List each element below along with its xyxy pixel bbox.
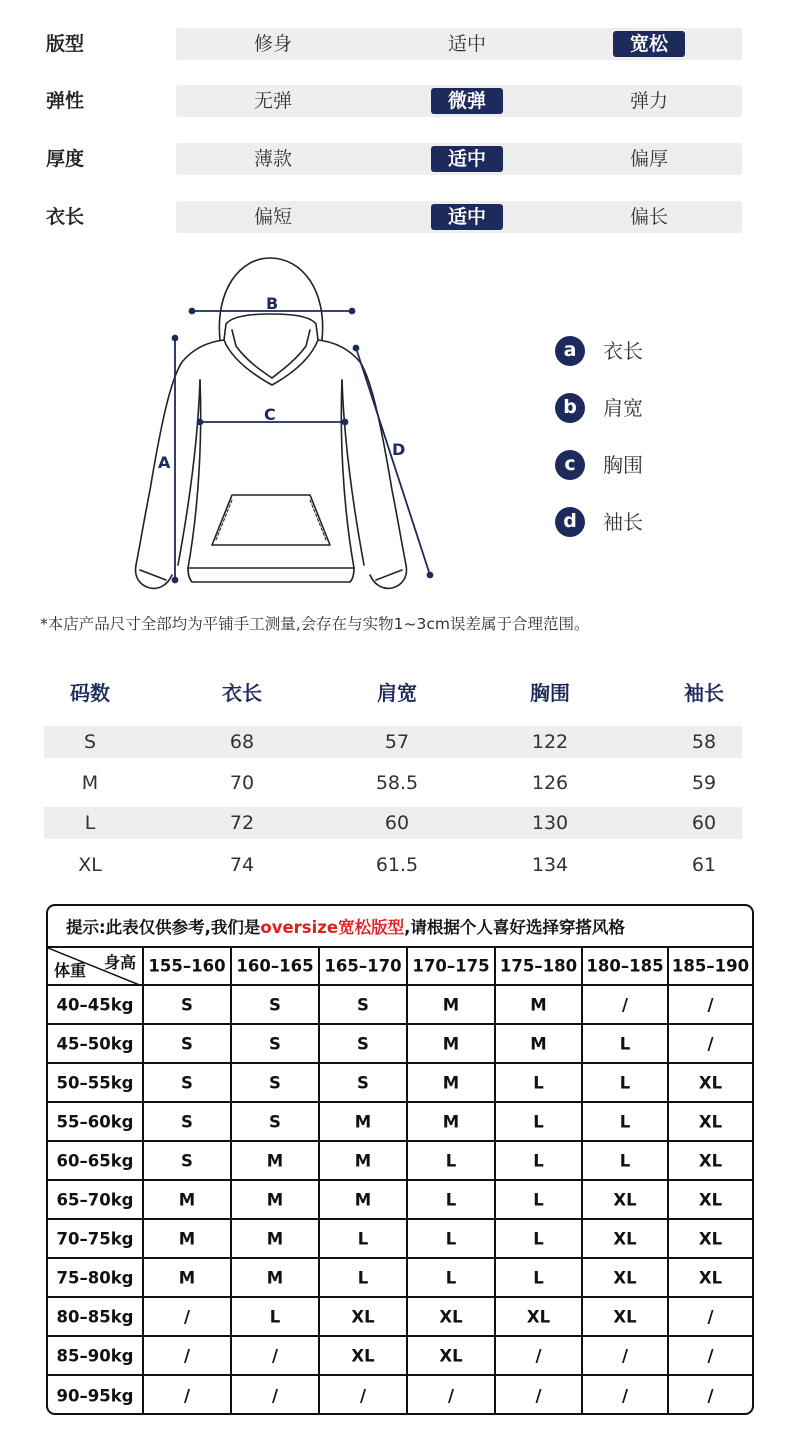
size-cell — [408, 986, 496, 1023]
size-text: L — [533, 1268, 544, 1287]
weight-range-text: 80–85kg — [56, 1307, 134, 1326]
size-text: L — [357, 1229, 369, 1248]
size-table-cell: 126 — [531, 772, 569, 794]
size-text: M — [266, 1229, 284, 1248]
weight-range-cell — [48, 1220, 144, 1257]
size-cell — [144, 1025, 232, 1062]
height-range-text: 170–175 — [412, 956, 490, 976]
attribute-option: 无弹 — [253, 90, 292, 112]
weight-range-cell — [48, 1142, 144, 1179]
weight-range-cell — [48, 1064, 144, 1101]
size-cell — [496, 1103, 583, 1140]
attribute-label: 版型 — [46, 33, 85, 55]
size-text: / — [707, 1034, 714, 1053]
size-text: XL — [351, 1307, 375, 1326]
attribute-option-selected: 微弹 — [431, 88, 503, 114]
weight-range-text: 85–90kg — [56, 1346, 134, 1365]
attribute-label: 厚度 — [46, 148, 85, 170]
weight-range-cell — [48, 1337, 144, 1374]
size-text: / — [271, 1386, 279, 1405]
size-cell — [232, 986, 320, 1023]
attribute-options-bar — [176, 143, 742, 175]
size-cell — [232, 1298, 320, 1335]
size-table-cell: 59 — [691, 772, 717, 794]
size-text: S — [269, 1112, 281, 1131]
size-table-cell: 58 — [691, 731, 717, 753]
size-text: XL — [351, 1346, 375, 1365]
legend-item — [555, 391, 755, 423]
size-text: M — [442, 995, 460, 1014]
height-range-header — [669, 948, 752, 984]
size-text: M — [530, 1034, 547, 1053]
size-text: S — [357, 1073, 369, 1092]
size-table-row — [44, 807, 742, 839]
height-range-text: 160–165 — [236, 956, 314, 976]
size-table-header-cell: 胸围 — [530, 681, 570, 705]
size-cell — [408, 1376, 496, 1415]
size-cell — [144, 1181, 232, 1218]
size-text: XL — [698, 1073, 723, 1092]
size-text: XL — [698, 1229, 723, 1248]
size-text: M — [354, 1112, 372, 1131]
size-text: / — [271, 1346, 279, 1365]
size-cell — [496, 1025, 583, 1062]
size-text: L — [357, 1268, 369, 1287]
weight-range-cell — [48, 986, 144, 1023]
size-cell — [669, 1142, 752, 1179]
size-text: M — [442, 1112, 460, 1131]
size-text: S — [269, 1073, 281, 1092]
size-cell — [669, 1025, 752, 1062]
height-range-text: 180–185 — [586, 956, 664, 976]
size-cell — [583, 1181, 669, 1218]
size-cell — [496, 1142, 583, 1179]
attribute-label: 衣长 — [46, 206, 85, 228]
weight-range-cell — [48, 1181, 144, 1218]
size-cell — [496, 1181, 583, 1218]
size-text: L — [619, 1073, 631, 1092]
size-cell — [496, 1064, 583, 1101]
measurement-note: *本店产品尺寸全部均为平铺手工测量,会存在与实物1~3cm误差属于合理范围。 — [40, 615, 590, 633]
attribute-option: 弹力 — [629, 90, 668, 112]
size-text: XL — [439, 1346, 463, 1365]
size-cell — [232, 1220, 320, 1257]
size-cell — [496, 1220, 583, 1257]
size-table-cell: 70 — [229, 772, 255, 794]
legend-text: 衣长 — [603, 339, 643, 363]
size-cell — [583, 1376, 669, 1415]
size-text: L — [619, 1034, 631, 1053]
size-cell — [496, 1376, 583, 1415]
size-cell — [408, 1337, 496, 1374]
size-table-header-cell: 码数 — [70, 681, 110, 705]
size-cell — [408, 1064, 496, 1101]
size-table-header — [44, 672, 742, 714]
legend-letter-badge: c — [555, 450, 585, 480]
recommendation-row — [48, 1376, 752, 1415]
size-cell — [144, 1259, 232, 1296]
label-d: D — [392, 440, 406, 459]
legend-item — [555, 448, 755, 480]
height-range-text: 185–190 — [671, 956, 750, 976]
weight-range-text: 55–60kg — [56, 1112, 134, 1131]
size-table-row — [44, 767, 742, 799]
size-text: / — [707, 1346, 714, 1365]
size-recommendation-table — [46, 904, 754, 1415]
size-text: S — [181, 995, 193, 1014]
size-table-cell: 130 — [531, 812, 569, 834]
attribute-label: 弹性 — [46, 90, 85, 112]
size-text: XL — [613, 1190, 637, 1209]
height-range-header — [144, 948, 232, 984]
legend-letter-badge: d — [555, 507, 585, 537]
size-text: / — [183, 1307, 191, 1326]
size-text: M — [178, 1229, 196, 1248]
size-cell — [669, 1064, 752, 1101]
attribute-option-selected: 适中 — [431, 146, 503, 172]
weight-range-text: 45–50kg — [56, 1034, 134, 1053]
size-text: / — [535, 1346, 542, 1365]
attribute-option-selected: 适中 — [431, 204, 503, 230]
size-text: L — [533, 1229, 544, 1248]
recommendation-tip — [48, 906, 752, 948]
size-text: M — [266, 1151, 284, 1170]
size-table-row — [44, 849, 742, 881]
size-cell — [583, 1142, 669, 1179]
size-cell — [583, 1259, 669, 1296]
corner-cell — [48, 948, 144, 984]
size-text: S — [181, 1034, 193, 1053]
size-text: M — [266, 1268, 284, 1287]
size-cell — [669, 1220, 752, 1257]
legend-text: 肩宽 — [603, 396, 643, 420]
size-text: L — [533, 1112, 544, 1131]
weight-range-cell — [48, 1298, 144, 1335]
legend-text: 胸围 — [603, 453, 643, 477]
size-cell — [232, 1064, 320, 1101]
tip-prefix: 提示:此表仅供参考,我们是 — [66, 918, 261, 937]
legend-letter-badge: a — [555, 336, 585, 366]
attribute-row — [0, 201, 800, 233]
attribute-options-bar — [176, 201, 742, 233]
attribute-option: 偏长 — [629, 206, 668, 228]
size-cell — [232, 1259, 320, 1296]
size-text: XL — [613, 1229, 637, 1248]
size-text: L — [533, 1190, 544, 1209]
corner-height-label: 身高 — [103, 953, 136, 972]
size-text: M — [266, 1190, 284, 1209]
size-text: L — [445, 1229, 457, 1248]
recommendation-row — [48, 1025, 752, 1064]
size-text: / — [621, 995, 629, 1014]
height-range-text: 155–160 — [148, 956, 226, 976]
size-cell — [232, 1025, 320, 1062]
size-cell — [496, 1298, 583, 1335]
size-text: L — [533, 1073, 544, 1092]
size-table-cell: 58.5 — [375, 772, 419, 794]
size-text: S — [357, 995, 369, 1014]
size-table-cell: 60 — [384, 812, 410, 834]
size-cell — [232, 1181, 320, 1218]
size-cell — [320, 1064, 408, 1101]
size-cell — [669, 1259, 752, 1296]
size-table-cell: 61 — [691, 854, 717, 876]
attribute-options-bar — [176, 28, 742, 60]
size-table-cell: S — [83, 731, 97, 753]
size-cell — [496, 1337, 583, 1374]
height-range-text: 175–180 — [499, 956, 578, 976]
size-cell — [669, 1337, 752, 1374]
height-range-header — [408, 948, 496, 984]
height-range-header — [320, 948, 408, 984]
size-text: XL — [698, 1268, 723, 1287]
size-table-cell: 72 — [229, 812, 255, 834]
size-table-cell: 74 — [229, 854, 255, 876]
size-table-cell: 60 — [691, 812, 717, 834]
size-cell — [583, 986, 669, 1023]
size-cell — [408, 1103, 496, 1140]
size-cell — [232, 1142, 320, 1179]
size-table-header-cell: 衣长 — [222, 681, 262, 705]
size-cell — [669, 1181, 752, 1218]
size-cell — [144, 1142, 232, 1179]
attribute-option: 适中 — [447, 33, 486, 55]
weight-range-cell — [48, 1376, 144, 1415]
size-cell — [669, 986, 752, 1023]
corner-weight-label: 体重 — [54, 961, 87, 980]
recommendation-row — [48, 1103, 752, 1142]
size-text: S — [181, 1151, 193, 1170]
size-cell — [408, 1220, 496, 1257]
size-text: S — [269, 1034, 281, 1053]
attribute-option: 薄款 — [253, 148, 292, 170]
attribute-options-bar — [176, 85, 742, 117]
size-table-cell: 122 — [531, 731, 569, 753]
size-text: S — [181, 1073, 193, 1092]
size-text: / — [707, 1386, 714, 1405]
size-table-cell: 57 — [384, 731, 410, 753]
size-text: L — [533, 1151, 544, 1170]
size-text: M — [530, 995, 547, 1014]
legend-item — [555, 505, 755, 537]
size-cell — [408, 1298, 496, 1335]
size-text: L — [445, 1268, 457, 1287]
size-text: / — [535, 1386, 542, 1405]
size-cell — [232, 1376, 320, 1415]
size-text: L — [619, 1112, 631, 1131]
hoodie-measurement-diagram — [120, 250, 450, 595]
size-cell — [144, 1376, 232, 1415]
size-cell — [669, 1103, 752, 1140]
size-text: M — [178, 1190, 196, 1209]
size-cell — [320, 1337, 408, 1374]
weight-range-cell — [48, 1025, 144, 1062]
size-cell — [320, 1103, 408, 1140]
size-text: XL — [613, 1268, 637, 1287]
recommendation-header-row — [48, 948, 752, 986]
size-cell — [408, 1025, 496, 1062]
attribute-option: 修身 — [253, 33, 292, 55]
size-table-header-cell: 袖长 — [684, 681, 724, 705]
size-cell — [320, 1220, 408, 1257]
height-range-text: 165–170 — [324, 956, 402, 976]
size-text: M — [354, 1190, 372, 1209]
size-cell — [669, 1298, 752, 1335]
size-cell — [408, 1259, 496, 1296]
size-text: L — [445, 1151, 457, 1170]
attribute-row — [0, 143, 800, 175]
size-text: / — [183, 1346, 191, 1365]
size-text: / — [707, 995, 714, 1014]
size-cell — [232, 1103, 320, 1140]
size-text: XL — [698, 1151, 723, 1170]
size-cell — [496, 986, 583, 1023]
attribute-row — [0, 85, 800, 117]
size-cell — [408, 1142, 496, 1179]
label-b: B — [266, 294, 279, 313]
size-text: S — [269, 995, 281, 1014]
legend-text: 袖长 — [603, 510, 643, 534]
size-table-header-cell: 肩宽 — [377, 681, 417, 705]
size-cell — [144, 1337, 232, 1374]
size-text: XL — [698, 1190, 723, 1209]
legend-letter-badge: b — [555, 393, 585, 423]
size-text: M — [178, 1268, 196, 1287]
size-text: XL — [439, 1307, 463, 1326]
recommendation-row — [48, 1337, 752, 1376]
size-text: L — [619, 1151, 631, 1170]
attribute-option: 偏厚 — [629, 148, 668, 170]
size-cell — [144, 1298, 232, 1335]
size-text: XL — [698, 1112, 723, 1131]
weight-range-text: 65–70kg — [56, 1190, 134, 1209]
recommendation-row — [48, 1259, 752, 1298]
height-range-header — [496, 948, 583, 984]
size-cell — [669, 1376, 752, 1415]
size-table-cell: 68 — [229, 731, 255, 753]
size-cell — [144, 1103, 232, 1140]
size-text: / — [621, 1346, 629, 1365]
size-cell — [320, 1181, 408, 1218]
label-a: A — [158, 453, 171, 472]
recommendation-row — [48, 1181, 752, 1220]
size-table-cell: M — [81, 772, 99, 794]
size-cell — [583, 1064, 669, 1101]
size-cell — [320, 1142, 408, 1179]
size-cell — [583, 1337, 669, 1374]
size-cell — [408, 1181, 496, 1218]
size-cell — [320, 1298, 408, 1335]
size-cell — [583, 1025, 669, 1062]
size-text: L — [445, 1190, 457, 1209]
recommendation-row — [48, 986, 752, 1025]
size-cell — [232, 1337, 320, 1374]
recommendation-row — [48, 1298, 752, 1337]
size-cell — [583, 1220, 669, 1257]
attribute-option: 偏短 — [253, 206, 292, 228]
weight-range-cell — [48, 1103, 144, 1140]
tip-highlight: oversize宽松版型 — [260, 918, 405, 937]
label-c: C — [264, 405, 276, 424]
size-text: XL — [613, 1307, 637, 1326]
weight-range-text: 70–75kg — [56, 1229, 134, 1248]
recommendation-row — [48, 1064, 752, 1103]
size-cell — [320, 1376, 408, 1415]
weight-range-text: 60–65kg — [56, 1151, 134, 1170]
size-text: / — [621, 1386, 629, 1405]
weight-range-text: 50–55kg — [56, 1073, 134, 1092]
legend-item — [555, 334, 755, 366]
size-text: XL — [526, 1307, 551, 1326]
size-cell — [320, 1025, 408, 1062]
weight-range-text: 40–45kg — [56, 995, 134, 1014]
size-cell — [583, 1103, 669, 1140]
size-text: / — [183, 1386, 191, 1405]
size-text: S — [181, 1112, 193, 1131]
size-text: / — [707, 1307, 714, 1326]
size-cell — [144, 986, 232, 1023]
size-text: M — [442, 1034, 460, 1053]
size-text: / — [359, 1386, 367, 1405]
size-table-row — [44, 726, 742, 758]
weight-range-text: 90–95kg — [56, 1386, 134, 1405]
tip-suffix: ,请根据个人喜好选择穿搭风格 — [404, 918, 625, 937]
size-table-cell: XL — [78, 854, 102, 876]
size-text: M — [354, 1151, 372, 1170]
size-text: L — [269, 1307, 281, 1326]
weight-range-text: 75–80kg — [56, 1268, 134, 1287]
size-table-cell: 61.5 — [375, 854, 419, 876]
weight-range-cell — [48, 1259, 144, 1296]
size-text: / — [447, 1386, 455, 1405]
size-cell — [144, 1220, 232, 1257]
size-cell — [496, 1259, 583, 1296]
size-cell — [583, 1298, 669, 1335]
size-table-cell: 134 — [531, 854, 569, 876]
height-range-header — [232, 948, 320, 984]
size-cell — [144, 1064, 232, 1101]
size-cell — [320, 986, 408, 1023]
attribute-row — [0, 28, 800, 60]
size-text: M — [442, 1073, 460, 1092]
size-cell — [320, 1259, 408, 1296]
attribute-option-selected: 宽松 — [613, 31, 685, 57]
recommendation-row — [48, 1142, 752, 1181]
height-range-header — [583, 948, 669, 984]
size-table-cell: L — [84, 812, 96, 834]
size-text: S — [357, 1034, 369, 1053]
recommendation-row — [48, 1220, 752, 1259]
